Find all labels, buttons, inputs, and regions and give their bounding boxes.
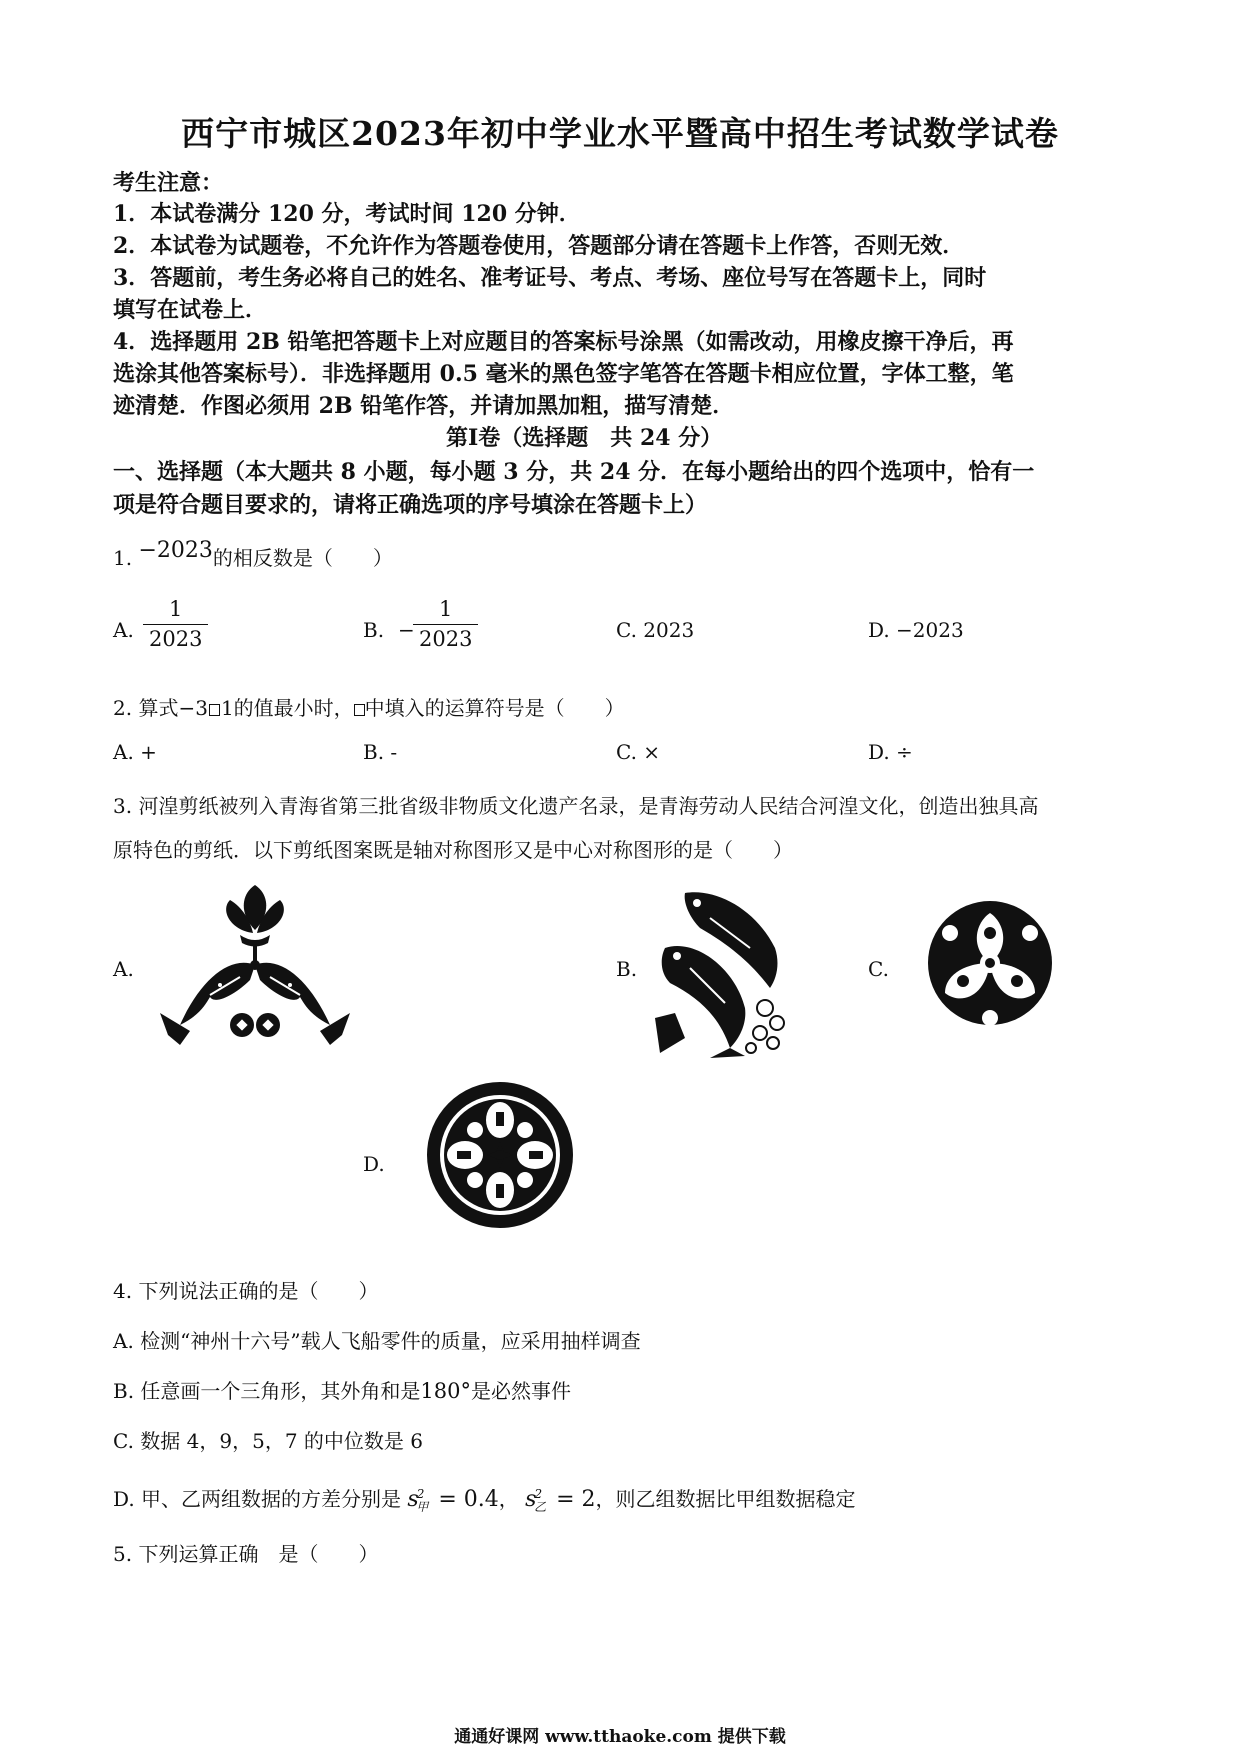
q2-expression-box (209, 704, 220, 716)
notice-line-3: 3．答题前，考生务必将自己的姓名、准考证号、考点、考场、座位号写在答题卡上，同时 (113, 265, 987, 291)
q4-option-a: A. 检测“神州十六号”载人飞船零件的质量，应采用抽样调查 (113, 1329, 641, 1353)
question-3-line-1: 3. 河湟剪纸被列入青海省第三批省级非物质文化遗产名录，是青海劳动人民结合河湟文化，创造出独具高 (113, 794, 1039, 818)
papercut-two-carps-icon (655, 888, 795, 1058)
q1-option-b-label: B. (363, 618, 385, 642)
q2-stem-a: 2. 算式 (113, 696, 179, 720)
q2-option-c: C. × (616, 740, 661, 764)
q1-option-a-label: A. (113, 618, 134, 642)
notice-line-4-cont: 选涂其他答案标号）．非选择题用 0.5 毫米的黑色签字笔答在答题卡相应位置，字体工整，笔 (113, 361, 1014, 387)
q1-a-numerator: 1 (169, 597, 183, 621)
q1-option-d: D. −2023 (868, 618, 964, 642)
q1-a-denominator: 2023 (143, 624, 208, 650)
notice-line-2: 2．本试卷为试题卷，不允许作为答题卷使用，答题部分请在答题卡上作答，否则无效． (113, 233, 965, 259)
footer-download-note: 通通好课网 www.tthaoke.com 提供下载 (454, 1727, 786, 1747)
q4-option-b (113, 1375, 571, 1404)
papercut-three-fold-icon (920, 893, 1060, 1033)
q2-blank-box (354, 704, 365, 716)
question-1-stem (113, 538, 393, 571)
question-2-stem (113, 692, 625, 721)
q1-tail: 的相反数是（ ） (212, 546, 393, 570)
question-5-stem: 5. 下列运算正确 是（ ） (113, 1542, 379, 1566)
q4-b-math: 180° (420, 1379, 472, 1403)
q4-d-s2: $s^2_乙$ (525, 1486, 547, 1515)
section-title: 第Ⅰ卷（选择题 共 24 分） (446, 425, 723, 451)
q3-option-d-label: D. (363, 1152, 385, 1176)
q4-d-s1-sub: 甲 (416, 1500, 429, 1515)
papercut-fish-lotus-icon (160, 885, 350, 1045)
q4-d-text-a: D. 甲、乙两组数据的方差分别是 (113, 1487, 402, 1511)
q2-option-d: D. ÷ (868, 740, 913, 764)
q4-d-s1: $s^2_甲$ (407, 1486, 429, 1515)
papercut-round-medallion-icon (425, 1080, 575, 1230)
q3-option-c-label: C. (868, 957, 889, 981)
notice-heading: 考生注意： (113, 170, 224, 196)
q1-expression: −2023 (138, 538, 213, 563)
section-instruction-1: 一、选择题（本大题共 8 小题，每小题 3 分，共 24 分．在每小题给出的四个选项中，恰有一 (113, 459, 1035, 485)
q3-option-b-label: B. (616, 957, 638, 981)
q1-b-denominator: 2023 (413, 624, 478, 650)
question-3-line-2: 原特色的剪纸．以下剪纸图案既是轴对称图形又是中心对称图形的是（ ） (113, 838, 793, 862)
q1-b-numerator: 1 (439, 597, 453, 621)
notice-line-3-cont: 填写在试卷上． (113, 297, 268, 323)
section-instruction-2: 项是符合题目要求的，请将正确选项的序号填涂在答题卡上） (113, 492, 708, 518)
q4-option-c: C. 数据 4，9，5，7 的中位数是 6 (113, 1429, 423, 1453)
q2-expression-2: 1 (220, 696, 234, 720)
q4-d-text-b: ，则乙组数据比甲组数据稳定 (595, 1487, 856, 1511)
q4-b-text-a: B. 任意画一个三角形，其外角和是 (113, 1379, 421, 1403)
q2-option-a: A. + (113, 740, 157, 764)
q2-stem-b: 的值最小时， (233, 696, 354, 720)
q4-d-s2-sub: 乙 (534, 1500, 547, 1515)
page-title: 西宁市城区2023年初中学业水平暨高中招生考试数学试卷 (181, 114, 1059, 153)
q4-d-s2-val: = 2 (556, 1487, 596, 1512)
q2-option-b: B. - (363, 740, 398, 764)
q4-d-s1-val: = 0.4 (438, 1487, 499, 1512)
q4-option-d: D. 甲、乙两组数据的方差分别是 $s^2_甲 = 0.4$， $s^2_乙 = 2$，则乙组数据比甲组数据稳定 (113, 1486, 856, 1515)
q1-option-b-fraction (413, 599, 478, 650)
notice-line-4-cont2: 迹清楚．作图必须用 2B 铅笔作答，并请加黑加粗，描写清楚． (113, 393, 735, 419)
q2-expression: −3 (178, 696, 208, 720)
q2-stem-c: 中填入的运算符号是（ ） (364, 696, 625, 720)
q1-number: 1. (113, 546, 133, 570)
notice-line-1: 1．本试卷满分 120 分，考试时间 120 分钟． (113, 201, 581, 227)
question-4-stem: 4. 下列说法正确的是（ ） (113, 1279, 379, 1303)
q3-option-a-label: A. (113, 957, 134, 981)
notice-line-4: 4．选择题用 2B 铅笔把答题卡上对应题目的答案标号涂黑（如需改动，用橡皮擦干净后，再 (113, 329, 1014, 355)
q1-option-a-fraction (143, 599, 208, 650)
q1-option-c: C. 2023 (616, 618, 695, 642)
q1-option-b-sign: − (398, 618, 415, 642)
q4-b-text-b: 是必然事件 (471, 1379, 572, 1403)
